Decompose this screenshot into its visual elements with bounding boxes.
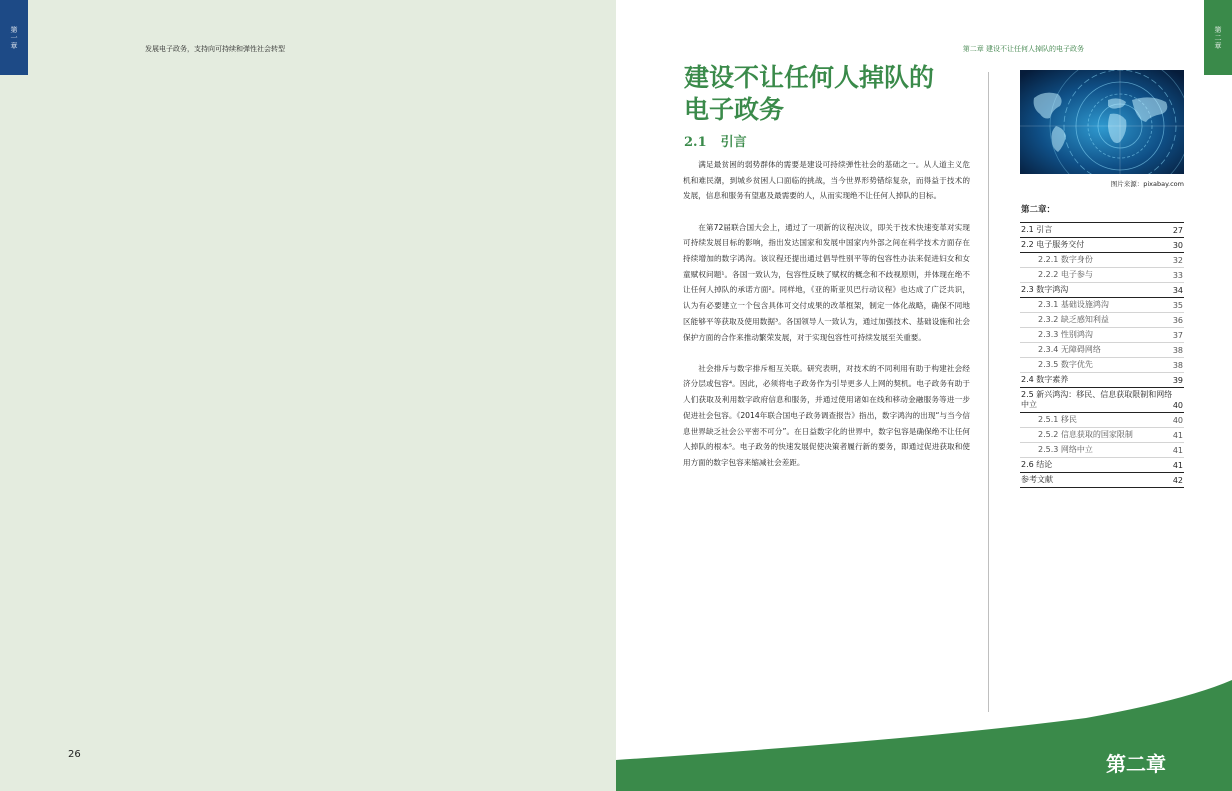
toc-entry-page: 39 <box>1172 376 1183 385</box>
chapter-label: 第二章 <box>1106 752 1166 776</box>
toc-entry-page: 35 <box>1172 301 1183 310</box>
toc-entry-label: 2.3.1 基础设施鸿沟 <box>1038 300 1109 309</box>
toc-entry-label: 2.5 新兴鸿沟：移民、信息获取限制和网络中立 <box>1021 390 1173 409</box>
toc-entry-label: 2.3 数字鸿沟 <box>1021 285 1069 294</box>
toc-entry-label: 2.3.2 缺乏感知利益 <box>1038 315 1109 324</box>
toc-entry-label: 2.6 结论 <box>1021 460 1053 469</box>
toc-entry-page: 30 <box>1172 241 1183 250</box>
toc-entry-label: 参考文献 <box>1021 475 1053 484</box>
toc-entry-label: 2.1 引言 <box>1021 225 1053 234</box>
running-head: 第二章 建设不让任何人掉队的电子政务 <box>962 45 1084 53</box>
toc-entry-page: 41 <box>1172 461 1183 470</box>
toc-entry-label: 2.2.1 数字身份 <box>1038 255 1093 264</box>
toc-entry-label: 2.3.3 性别鸿沟 <box>1038 330 1093 339</box>
toc-entry-page: 41 <box>1172 446 1183 455</box>
toc-entry-page: 38 <box>1172 346 1183 355</box>
section-title: 引言 <box>720 135 747 150</box>
toc-entry-page: 38 <box>1172 361 1183 370</box>
running-head: 发展电子政务，支持向可持续和弹性社会转型 <box>145 45 285 53</box>
toc-entry-label: 2.3.5 数字优先 <box>1038 360 1093 369</box>
toc-entry-page: 27 <box>1172 226 1183 235</box>
toc-entry-label: 2.5.2 信息获取的国家限制 <box>1038 430 1133 439</box>
chapter-title-line: 建设不让任何人掉队的 <box>684 63 935 92</box>
toc-entry-label: 2.2 电子服务交付 <box>1021 240 1085 249</box>
section-number: 2.1 <box>684 135 707 150</box>
toc-entry-label: 2.3.4 无障碍网络 <box>1038 345 1101 354</box>
toc-entry-page: 41 <box>1172 431 1183 440</box>
chapter-side-tab: 第一章 <box>0 0 28 75</box>
toc-entry-page: 33 <box>1172 271 1183 280</box>
paragraph: 社会排斥与数字排斥相互关联。研究表明，对技术的不同利用有助于构建社会经济分层或包容⁴。因此，必须将电子政务作为引导更多人上网的契机。电子政务有助于人们获取及利用数字政府信息和服务，并通过使用诸如在线和移动金融服务等进一步促进社会包容。《2014年联合国电子政务调查报告》指出，数字鸿沟的出现“与当今信息世界缺乏社会公平密不可分”。在日益数字化的世界中，数字包容是确保绝不让任何人掉队的根本⁵。电子政务的快速发展促使决策者履行新的要务，即通过促进获取和使用方面的数字包容来缩减社会差距。 <box>683 363 970 467</box>
toc-entry-label: 2.4 数字素养 <box>1021 375 1069 384</box>
toc-entry-page: 36 <box>1172 316 1183 325</box>
right-page <box>616 0 1232 791</box>
toc-title: 第二章： <box>1021 205 1056 215</box>
paragraph: 在第72届联合国大会上，通过了一项新的议程决议，即关于技术快速变革对实现可持续发展目标的影响，指出发达国家和发展中国家内外部之间在科学技术方面存在持续增加的数字鸿沟。该议程还提出通过倡导性别平等的包容性办法来促进妇女和女童赋权问题¹。各国一致认为，包容性反映了赋权的概念和不歧视原则，并体现在绝不让任何人掉队的承诺方面²。同样地，《亚的斯亚贝巴行动议程》也达成了广泛共识，认为有必要建立一个包含具体可交付成果的改革框架，制定一体化战略，确保不同地区能够平等获取及使用数据³。各国领导人一致认为，通过加强技术、基础设施和社会保护方面的合作来推动繁荣发展，对于实现包容性可持续发展至关重要。 <box>683 222 970 342</box>
toc-entry-label: 2.5.1 移民 <box>1038 415 1077 424</box>
decorative-green-wave <box>616 0 1232 791</box>
chapter-side-tab: 第二章 <box>1204 0 1232 75</box>
image-credit: 图片来源：pixabay.com <box>1110 180 1184 188</box>
toc-entry-page: 32 <box>1172 256 1183 265</box>
toc-entry-page: 40 <box>1172 416 1183 425</box>
toc-entry-page: 37 <box>1172 331 1183 340</box>
paragraph: 满足最贫困的弱势群体的需要是建设可持续弹性社会的基础之一。从人道主义危机和难民潮，到城乡贫困人口面临的挑战，当今世界形势错综复杂，而得益于技术的发展，信息和服务有望惠及最需要的人，从而实现绝不让任何人掉队的目标。 <box>683 160 970 201</box>
chapter-title-line: 电子政务 <box>684 95 785 124</box>
toc-entry-page: 40 <box>1172 401 1183 410</box>
toc-entry-page: 42 <box>1172 476 1183 485</box>
toc-entry-label: 2.2.2 电子参与 <box>1038 270 1093 279</box>
toc-entry-label: 2.5.3 网络中立 <box>1038 445 1093 454</box>
toc-entry-page: 34 <box>1172 286 1183 295</box>
page-number: 26 <box>68 749 81 760</box>
